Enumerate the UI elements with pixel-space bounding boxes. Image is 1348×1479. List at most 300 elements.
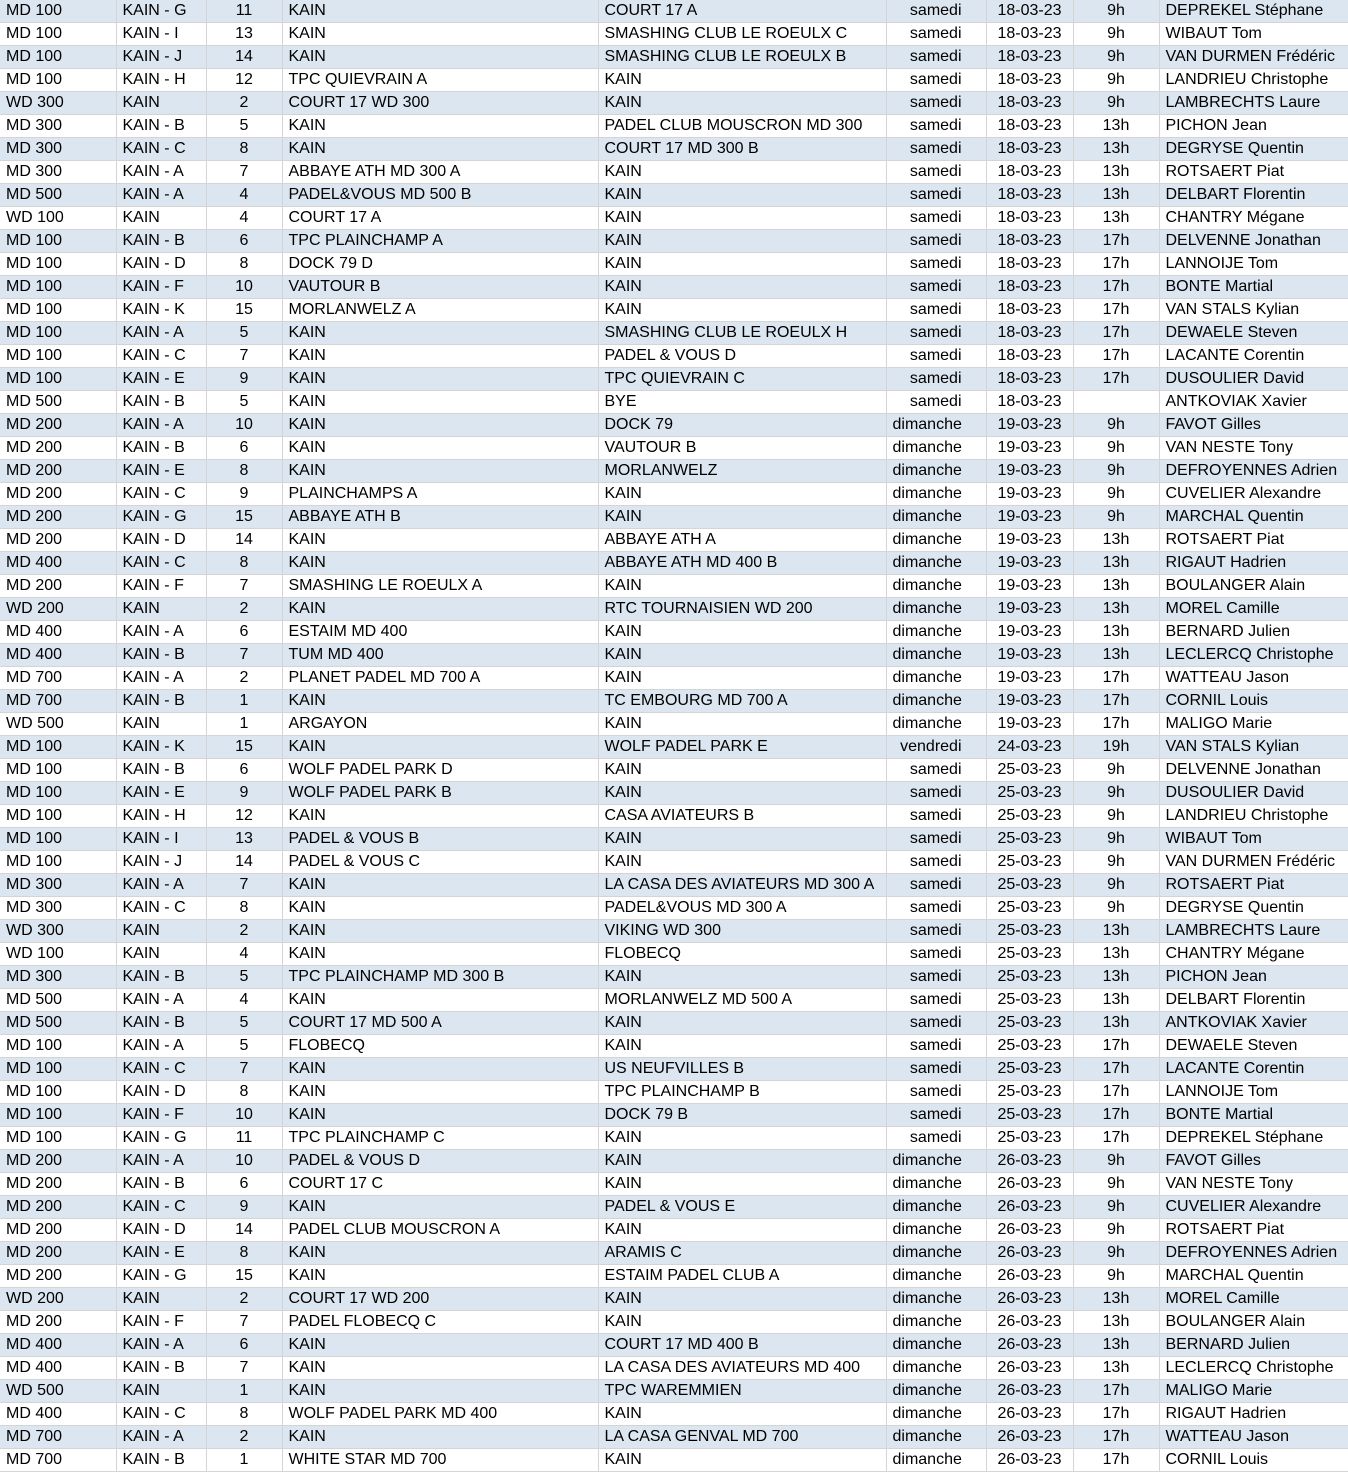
cell-number[interactable]: 7 xyxy=(206,874,282,897)
cell-day[interactable]: samedi xyxy=(886,828,986,851)
cell-team[interactable]: KAIN xyxy=(116,1380,206,1403)
cell-away[interactable]: KAIN xyxy=(598,483,886,506)
cell-time[interactable]: 13h xyxy=(1073,621,1159,644)
cell-home[interactable]: KAIN xyxy=(282,552,598,575)
cell-number[interactable]: 10 xyxy=(206,414,282,437)
cell-date[interactable]: 18-03-23 xyxy=(986,368,1073,391)
cell-away[interactable]: TPC PLAINCHAMP B xyxy=(598,1081,886,1104)
cell-day[interactable]: samedi xyxy=(886,1127,986,1150)
cell-team[interactable]: KAIN - A xyxy=(116,1035,206,1058)
cell-captain[interactable]: DUSOULIER David xyxy=(1159,782,1348,805)
cell-team[interactable]: KAIN xyxy=(116,92,206,115)
cell-number[interactable]: 15 xyxy=(206,1265,282,1288)
cell-home[interactable]: KAIN xyxy=(282,598,598,621)
cell-number[interactable]: 14 xyxy=(206,529,282,552)
cell-division[interactable]: MD 700 xyxy=(0,1449,116,1472)
cell-number[interactable]: 15 xyxy=(206,506,282,529)
cell-home[interactable]: TPC PLAINCHAMP MD 300 B xyxy=(282,966,598,989)
cell-division[interactable]: MD 100 xyxy=(0,851,116,874)
cell-time[interactable]: 17h xyxy=(1073,1104,1159,1127)
cell-away[interactable]: KAIN xyxy=(598,161,886,184)
cell-home[interactable]: COURT 17 C xyxy=(282,1173,598,1196)
cell-home[interactable]: WOLF PADEL PARK D xyxy=(282,759,598,782)
cell-number[interactable]: 8 xyxy=(206,460,282,483)
cell-home[interactable]: DOCK 79 D xyxy=(282,253,598,276)
cell-number[interactable]: 2 xyxy=(206,667,282,690)
cell-team[interactable]: KAIN - B xyxy=(116,115,206,138)
cell-home[interactable]: KAIN xyxy=(282,1081,598,1104)
cell-division[interactable]: MD 200 xyxy=(0,506,116,529)
cell-date[interactable]: 25-03-23 xyxy=(986,851,1073,874)
cell-home[interactable]: PADEL & VOUS B xyxy=(282,828,598,851)
cell-day[interactable]: dimanche xyxy=(886,1357,986,1380)
cell-home[interactable]: KAIN xyxy=(282,943,598,966)
cell-day[interactable]: samedi xyxy=(886,46,986,69)
cell-time[interactable]: 17h xyxy=(1073,299,1159,322)
cell-date[interactable]: 19-03-23 xyxy=(986,506,1073,529)
cell-team[interactable]: KAIN - B xyxy=(116,690,206,713)
cell-number[interactable]: 14 xyxy=(206,851,282,874)
cell-home[interactable]: KAIN xyxy=(282,690,598,713)
cell-away[interactable]: WOLF PADEL PARK E xyxy=(598,736,886,759)
cell-away[interactable]: KAIN xyxy=(598,667,886,690)
cell-captain[interactable]: MALIGO Marie xyxy=(1159,713,1348,736)
cell-time[interactable]: 17h xyxy=(1073,1058,1159,1081)
cell-team[interactable]: KAIN - F xyxy=(116,1104,206,1127)
cell-day[interactable]: samedi xyxy=(886,184,986,207)
cell-team[interactable]: KAIN xyxy=(116,713,206,736)
cell-number[interactable]: 10 xyxy=(206,276,282,299)
cell-number[interactable]: 5 xyxy=(206,115,282,138)
cell-day[interactable]: dimanche xyxy=(886,1150,986,1173)
cell-captain[interactable]: DUSOULIER David xyxy=(1159,368,1348,391)
cell-day[interactable]: dimanche xyxy=(886,1426,986,1449)
cell-team[interactable]: KAIN - E xyxy=(116,1242,206,1265)
cell-away[interactable]: MORLANWELZ xyxy=(598,460,886,483)
cell-time[interactable]: 13h xyxy=(1073,529,1159,552)
cell-division[interactable]: WD 200 xyxy=(0,598,116,621)
cell-captain[interactable]: VAN STALS Kylian xyxy=(1159,299,1348,322)
cell-captain[interactable]: ROTSAERT Piat xyxy=(1159,1219,1348,1242)
cell-day[interactable]: samedi xyxy=(886,989,986,1012)
cell-division[interactable]: MD 200 xyxy=(0,414,116,437)
cell-time[interactable]: 13h xyxy=(1073,184,1159,207)
cell-home[interactable]: KAIN xyxy=(282,736,598,759)
cell-away[interactable]: CASA AVIATEURS B xyxy=(598,805,886,828)
cell-time[interactable]: 13h xyxy=(1073,138,1159,161)
cell-time[interactable]: 9h xyxy=(1073,414,1159,437)
cell-number[interactable]: 8 xyxy=(206,897,282,920)
cell-captain[interactable]: MARCHAL Quentin xyxy=(1159,1265,1348,1288)
cell-date[interactable]: 18-03-23 xyxy=(986,391,1073,414)
cell-time[interactable]: 19h xyxy=(1073,736,1159,759)
cell-time[interactable]: 13h xyxy=(1073,1357,1159,1380)
cell-division[interactable]: MD 500 xyxy=(0,1012,116,1035)
cell-date[interactable]: 25-03-23 xyxy=(986,874,1073,897)
cell-team[interactable]: KAIN - A xyxy=(116,1334,206,1357)
cell-number[interactable]: 7 xyxy=(206,644,282,667)
cell-team[interactable]: KAIN - B xyxy=(116,391,206,414)
cell-home[interactable]: KAIN xyxy=(282,1426,598,1449)
cell-team[interactable]: KAIN - K xyxy=(116,299,206,322)
cell-date[interactable]: 26-03-23 xyxy=(986,1265,1073,1288)
cell-number[interactable]: 8 xyxy=(206,1403,282,1426)
cell-home[interactable]: PLAINCHAMPS A xyxy=(282,483,598,506)
cell-team[interactable]: KAIN - B xyxy=(116,230,206,253)
cell-day[interactable]: samedi xyxy=(886,1035,986,1058)
cell-home[interactable]: TPC PLAINCHAMP C xyxy=(282,1127,598,1150)
cell-time[interactable]: 9h xyxy=(1073,805,1159,828)
cell-time[interactable]: 9h xyxy=(1073,460,1159,483)
cell-time[interactable]: 9h xyxy=(1073,437,1159,460)
cell-time[interactable]: 9h xyxy=(1073,1173,1159,1196)
cell-captain[interactable]: VAN NESTE Tony xyxy=(1159,437,1348,460)
cell-division[interactable]: MD 300 xyxy=(0,897,116,920)
cell-number[interactable]: 6 xyxy=(206,1173,282,1196)
cell-captain[interactable]: DEGRYSE Quentin xyxy=(1159,897,1348,920)
cell-home[interactable]: KAIN xyxy=(282,874,598,897)
cell-team[interactable]: KAIN - B xyxy=(116,1173,206,1196)
cell-away[interactable]: ABBAYE ATH A xyxy=(598,529,886,552)
cell-time[interactable]: 17h xyxy=(1073,1449,1159,1472)
cell-away[interactable]: KAIN xyxy=(598,69,886,92)
cell-time[interactable]: 13h xyxy=(1073,1334,1159,1357)
cell-home[interactable]: KAIN xyxy=(282,46,598,69)
cell-time[interactable]: 13h xyxy=(1073,644,1159,667)
cell-date[interactable]: 19-03-23 xyxy=(986,437,1073,460)
cell-home[interactable]: KAIN xyxy=(282,1265,598,1288)
cell-home[interactable]: MORLANWELZ A xyxy=(282,299,598,322)
cell-division[interactable]: WD 200 xyxy=(0,1288,116,1311)
cell-time[interactable]: 9h xyxy=(1073,1242,1159,1265)
cell-home[interactable]: VAUTOUR B xyxy=(282,276,598,299)
cell-home[interactable]: KAIN xyxy=(282,322,598,345)
cell-away[interactable]: TPC WAREMMIEN xyxy=(598,1380,886,1403)
cell-team[interactable]: KAIN - C xyxy=(116,552,206,575)
cell-home[interactable]: TPC PLAINCHAMP A xyxy=(282,230,598,253)
cell-division[interactable]: MD 300 xyxy=(0,115,116,138)
cell-home[interactable]: KAIN xyxy=(282,897,598,920)
cell-time[interactable]: 9h xyxy=(1073,69,1159,92)
cell-away[interactable]: KAIN xyxy=(598,253,886,276)
cell-time[interactable]: 17h xyxy=(1073,1380,1159,1403)
cell-day[interactable]: samedi xyxy=(886,322,986,345)
cell-date[interactable]: 25-03-23 xyxy=(986,759,1073,782)
cell-home[interactable]: KAIN xyxy=(282,115,598,138)
cell-number[interactable]: 15 xyxy=(206,299,282,322)
cell-date[interactable]: 25-03-23 xyxy=(986,966,1073,989)
cell-number[interactable]: 6 xyxy=(206,621,282,644)
cell-day[interactable]: dimanche xyxy=(886,1334,986,1357)
cell-team[interactable]: KAIN xyxy=(116,598,206,621)
cell-home[interactable]: KAIN xyxy=(282,460,598,483)
cell-captain[interactable]: LANNOIJE Tom xyxy=(1159,253,1348,276)
cell-division[interactable]: MD 100 xyxy=(0,782,116,805)
cell-team[interactable]: KAIN - E xyxy=(116,460,206,483)
cell-captain[interactable]: LECLERCQ Christophe xyxy=(1159,1357,1348,1380)
cell-away[interactable]: KAIN xyxy=(598,782,886,805)
cell-day[interactable]: samedi xyxy=(886,299,986,322)
cell-time[interactable]: 9h xyxy=(1073,483,1159,506)
cell-team[interactable]: KAIN - A xyxy=(116,1426,206,1449)
cell-home[interactable]: KAIN xyxy=(282,989,598,1012)
cell-home[interactable]: WOLF PADEL PARK MD 400 xyxy=(282,1403,598,1426)
cell-division[interactable]: MD 100 xyxy=(0,1081,116,1104)
cell-away[interactable]: KAIN xyxy=(598,621,886,644)
cell-day[interactable]: samedi xyxy=(886,920,986,943)
cell-division[interactable]: MD 700 xyxy=(0,1426,116,1449)
cell-team[interactable]: KAIN xyxy=(116,920,206,943)
cell-away[interactable]: BYE xyxy=(598,391,886,414)
cell-day[interactable]: dimanche xyxy=(886,621,986,644)
cell-number[interactable]: 5 xyxy=(206,322,282,345)
cell-day[interactable]: samedi xyxy=(886,1081,986,1104)
cell-division[interactable]: MD 500 xyxy=(0,989,116,1012)
cell-captain[interactable]: PICHON Jean xyxy=(1159,966,1348,989)
cell-number[interactable]: 4 xyxy=(206,943,282,966)
cell-time[interactable]: 13h xyxy=(1073,598,1159,621)
cell-division[interactable]: MD 200 xyxy=(0,1196,116,1219)
cell-number[interactable]: 6 xyxy=(206,437,282,460)
cell-division[interactable]: MD 300 xyxy=(0,161,116,184)
cell-time[interactable]: 13h xyxy=(1073,920,1159,943)
cell-number[interactable]: 5 xyxy=(206,1012,282,1035)
cell-away[interactable]: KAIN xyxy=(598,184,886,207)
cell-division[interactable]: MD 100 xyxy=(0,276,116,299)
cell-date[interactable]: 18-03-23 xyxy=(986,115,1073,138)
cell-captain[interactable]: LAMBRECHTS Laure xyxy=(1159,920,1348,943)
cell-home[interactable]: KAIN xyxy=(282,0,598,23)
cell-home[interactable]: KAIN xyxy=(282,1380,598,1403)
cell-captain[interactable]: BOULANGER Alain xyxy=(1159,575,1348,598)
cell-day[interactable]: samedi xyxy=(886,851,986,874)
cell-date[interactable]: 26-03-23 xyxy=(986,1449,1073,1472)
cell-captain[interactable]: MARCHAL Quentin xyxy=(1159,506,1348,529)
cell-home[interactable]: TPC QUIEVRAIN A xyxy=(282,69,598,92)
cell-captain[interactable]: DEWAELE Steven xyxy=(1159,1035,1348,1058)
cell-team[interactable]: KAIN - J xyxy=(116,46,206,69)
cell-home[interactable]: PADEL & VOUS D xyxy=(282,1150,598,1173)
cell-date[interactable]: 25-03-23 xyxy=(986,805,1073,828)
cell-captain[interactable]: CUVELIER Alexandre xyxy=(1159,483,1348,506)
cell-team[interactable]: KAIN - C xyxy=(116,345,206,368)
cell-home[interactable]: WHITE STAR MD 700 xyxy=(282,1449,598,1472)
cell-home[interactable]: TUM MD 400 xyxy=(282,644,598,667)
cell-number[interactable]: 1 xyxy=(206,690,282,713)
cell-number[interactable]: 7 xyxy=(206,575,282,598)
cell-day[interactable]: dimanche xyxy=(886,506,986,529)
cell-date[interactable]: 26-03-23 xyxy=(986,1334,1073,1357)
cell-time[interactable]: 13h xyxy=(1073,1012,1159,1035)
cell-number[interactable]: 14 xyxy=(206,46,282,69)
cell-captain[interactable]: DELVENNE Jonathan xyxy=(1159,230,1348,253)
cell-home[interactable]: KAIN xyxy=(282,920,598,943)
cell-date[interactable]: 26-03-23 xyxy=(986,1173,1073,1196)
cell-team[interactable]: KAIN - C xyxy=(116,1058,206,1081)
cell-captain[interactable]: ROTSAERT Piat xyxy=(1159,161,1348,184)
cell-away[interactable]: RTC TOURNAISIEN WD 200 xyxy=(598,598,886,621)
cell-away[interactable]: KAIN xyxy=(598,1449,886,1472)
cell-number[interactable]: 7 xyxy=(206,345,282,368)
cell-number[interactable]: 8 xyxy=(206,1242,282,1265)
cell-home[interactable]: KAIN xyxy=(282,1357,598,1380)
cell-number[interactable]: 7 xyxy=(206,1311,282,1334)
cell-team[interactable]: KAIN - C xyxy=(116,1403,206,1426)
cell-number[interactable]: 2 xyxy=(206,598,282,621)
cell-number[interactable]: 7 xyxy=(206,161,282,184)
cell-day[interactable]: samedi xyxy=(886,368,986,391)
cell-time[interactable]: 17h xyxy=(1073,230,1159,253)
cell-home[interactable]: PADEL&VOUS MD 500 B xyxy=(282,184,598,207)
cell-date[interactable]: 19-03-23 xyxy=(986,713,1073,736)
cell-away[interactable]: LA CASA GENVAL MD 700 xyxy=(598,1426,886,1449)
cell-time[interactable]: 17h xyxy=(1073,1403,1159,1426)
cell-date[interactable]: 25-03-23 xyxy=(986,1081,1073,1104)
cell-number[interactable]: 10 xyxy=(206,1150,282,1173)
cell-time[interactable]: 13h xyxy=(1073,966,1159,989)
cell-captain[interactable]: MOREL Camille xyxy=(1159,1288,1348,1311)
cell-day[interactable]: dimanche xyxy=(886,1380,986,1403)
cell-date[interactable]: 19-03-23 xyxy=(986,621,1073,644)
cell-time[interactable]: 13h xyxy=(1073,552,1159,575)
cell-away[interactable]: FLOBECQ xyxy=(598,943,886,966)
cell-captain[interactable]: VAN DURMEN Frédéric xyxy=(1159,46,1348,69)
cell-division[interactable]: MD 200 xyxy=(0,1173,116,1196)
cell-division[interactable]: WD 300 xyxy=(0,92,116,115)
cell-date[interactable]: 19-03-23 xyxy=(986,575,1073,598)
cell-home[interactable]: COURT 17 MD 500 A xyxy=(282,1012,598,1035)
cell-date[interactable]: 25-03-23 xyxy=(986,1035,1073,1058)
cell-division[interactable]: MD 100 xyxy=(0,0,116,23)
cell-date[interactable]: 25-03-23 xyxy=(986,943,1073,966)
cell-captain[interactable]: BOULANGER Alain xyxy=(1159,1311,1348,1334)
cell-date[interactable]: 19-03-23 xyxy=(986,414,1073,437)
cell-number[interactable]: 9 xyxy=(206,368,282,391)
cell-time[interactable]: 13h xyxy=(1073,989,1159,1012)
cell-away[interactable]: KAIN xyxy=(598,230,886,253)
cell-number[interactable]: 5 xyxy=(206,391,282,414)
cell-away[interactable]: PADEL & VOUS E xyxy=(598,1196,886,1219)
cell-division[interactable]: MD 200 xyxy=(0,1311,116,1334)
cell-day[interactable]: dimanche xyxy=(886,529,986,552)
cell-division[interactable]: MD 100 xyxy=(0,345,116,368)
cell-number[interactable]: 1 xyxy=(206,1380,282,1403)
cell-date[interactable]: 25-03-23 xyxy=(986,828,1073,851)
cell-home[interactable]: KAIN xyxy=(282,138,598,161)
cell-time[interactable]: 17h xyxy=(1073,1035,1159,1058)
cell-date[interactable]: 18-03-23 xyxy=(986,92,1073,115)
cell-date[interactable]: 18-03-23 xyxy=(986,0,1073,23)
cell-date[interactable]: 26-03-23 xyxy=(986,1150,1073,1173)
cell-number[interactable]: 8 xyxy=(206,1081,282,1104)
cell-day[interactable]: samedi xyxy=(886,207,986,230)
cell-time[interactable]: 9h xyxy=(1073,897,1159,920)
cell-time[interactable]: 17h xyxy=(1073,253,1159,276)
cell-division[interactable]: WD 100 xyxy=(0,207,116,230)
cell-number[interactable]: 6 xyxy=(206,230,282,253)
cell-team[interactable]: KAIN - A xyxy=(116,414,206,437)
cell-away[interactable]: KAIN xyxy=(598,506,886,529)
cell-team[interactable]: KAIN - C xyxy=(116,483,206,506)
cell-time[interactable]: 9h xyxy=(1073,506,1159,529)
cell-away[interactable]: PADEL&VOUS MD 300 A xyxy=(598,897,886,920)
cell-date[interactable]: 18-03-23 xyxy=(986,276,1073,299)
cell-day[interactable]: dimanche xyxy=(886,414,986,437)
cell-number[interactable]: 11 xyxy=(206,0,282,23)
cell-date[interactable]: 19-03-23 xyxy=(986,460,1073,483)
cell-time[interactable]: 9h xyxy=(1073,851,1159,874)
cell-away[interactable]: KAIN xyxy=(598,759,886,782)
cell-date[interactable]: 25-03-23 xyxy=(986,782,1073,805)
cell-captain[interactable]: MOREL Camille xyxy=(1159,598,1348,621)
cell-number[interactable]: 5 xyxy=(206,966,282,989)
cell-away[interactable]: KAIN xyxy=(598,1219,886,1242)
cell-date[interactable]: 18-03-23 xyxy=(986,23,1073,46)
cell-away[interactable]: TPC QUIEVRAIN C xyxy=(598,368,886,391)
cell-away[interactable]: KAIN xyxy=(598,92,886,115)
cell-team[interactable]: KAIN - J xyxy=(116,851,206,874)
cell-division[interactable]: MD 200 xyxy=(0,529,116,552)
cell-division[interactable]: MD 100 xyxy=(0,322,116,345)
cell-team[interactable]: KAIN - B xyxy=(116,966,206,989)
cell-day[interactable]: samedi xyxy=(886,874,986,897)
cell-day[interactable]: samedi xyxy=(886,23,986,46)
cell-time[interactable]: 17h xyxy=(1073,345,1159,368)
cell-away[interactable]: KAIN xyxy=(598,1403,886,1426)
cell-division[interactable]: MD 500 xyxy=(0,391,116,414)
cell-away[interactable]: KAIN xyxy=(598,1012,886,1035)
cell-day[interactable]: dimanche xyxy=(886,460,986,483)
cell-home[interactable]: KAIN xyxy=(282,1104,598,1127)
cell-date[interactable]: 18-03-23 xyxy=(986,230,1073,253)
cell-away[interactable]: MORLANWELZ MD 500 A xyxy=(598,989,886,1012)
cell-team[interactable]: KAIN xyxy=(116,207,206,230)
cell-date[interactable]: 19-03-23 xyxy=(986,644,1073,667)
cell-number[interactable]: 2 xyxy=(206,92,282,115)
cell-time[interactable]: 9h xyxy=(1073,1196,1159,1219)
cell-time[interactable]: 9h xyxy=(1073,23,1159,46)
cell-away[interactable]: VAUTOUR B xyxy=(598,437,886,460)
cell-number[interactable]: 13 xyxy=(206,23,282,46)
cell-time[interactable]: 9h xyxy=(1073,759,1159,782)
cell-team[interactable]: KAIN - I xyxy=(116,23,206,46)
cell-team[interactable]: KAIN - H xyxy=(116,805,206,828)
cell-number[interactable]: 14 xyxy=(206,1219,282,1242)
cell-home[interactable]: KAIN xyxy=(282,1242,598,1265)
cell-division[interactable]: WD 300 xyxy=(0,920,116,943)
cell-date[interactable]: 19-03-23 xyxy=(986,667,1073,690)
cell-team[interactable]: KAIN - D xyxy=(116,529,206,552)
cell-day[interactable]: samedi xyxy=(886,897,986,920)
cell-away[interactable]: LA CASA DES AVIATEURS MD 300 A xyxy=(598,874,886,897)
cell-division[interactable]: MD 100 xyxy=(0,805,116,828)
cell-home[interactable]: KAIN xyxy=(282,1334,598,1357)
cell-captain[interactable]: ANTKOVIAK Xavier xyxy=(1159,391,1348,414)
cell-date[interactable]: 25-03-23 xyxy=(986,989,1073,1012)
cell-number[interactable]: 9 xyxy=(206,1196,282,1219)
cell-day[interactable]: dimanche xyxy=(886,1173,986,1196)
cell-division[interactable]: MD 100 xyxy=(0,299,116,322)
cell-day[interactable]: samedi xyxy=(886,276,986,299)
cell-division[interactable]: MD 300 xyxy=(0,874,116,897)
cell-division[interactable]: MD 200 xyxy=(0,460,116,483)
cell-division[interactable]: WD 500 xyxy=(0,713,116,736)
cell-captain[interactable]: LACANTE Corentin xyxy=(1159,1058,1348,1081)
cell-number[interactable]: 6 xyxy=(206,1334,282,1357)
cell-away[interactable]: KAIN xyxy=(598,207,886,230)
cell-home[interactable]: COURT 17 WD 200 xyxy=(282,1288,598,1311)
cell-captain[interactable]: MALIGO Marie xyxy=(1159,1380,1348,1403)
